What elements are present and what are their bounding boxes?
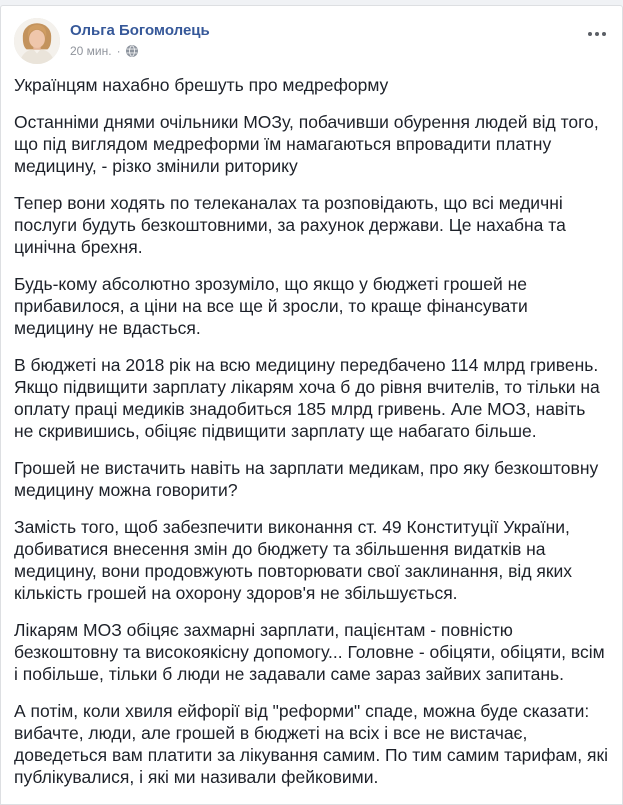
ellipsis-icon xyxy=(595,32,599,36)
post-paragraph: А потім, коли хвиля ейфорії від "реформи" спаде, можна буде сказати: вибачте, люди, але грошей в бюджеті на всіх і все не вистачає, доведеться вам платити за лікування самим. По тим самим тарифам, які публікувалися, і які ми називали фейковими. xyxy=(14,701,609,787)
ellipsis-icon xyxy=(602,32,606,36)
globe-icon xyxy=(126,45,138,57)
post-paragraph: Тепер вони ходять по телеканалах та розповідають, що всі медичні послуги будуть безкоштовними, за рахунок держави. Це нахабна та цинічна брехня. xyxy=(14,193,566,257)
post-paragraph: Замість того, щоб забезпечити виконання ст. 49 Конституції України, добиватися внесення змін до бюджету та збільшення видатків на медицину, вони продовжують повторювати свої заклинання, від яких кількість грошей на охорону здоров'я не збільшується. xyxy=(14,517,573,603)
timestamp-link[interactable]: 20 мин. xyxy=(70,44,112,58)
facebook-post-card xyxy=(0,5,623,805)
post-body xyxy=(1,72,622,804)
header-text xyxy=(70,18,210,58)
post-header xyxy=(1,6,622,72)
meta-separator: · xyxy=(116,44,121,58)
post-paragraph: Українцям нахабно брешуть про медреформу xyxy=(14,75,389,95)
avatar-image xyxy=(14,18,60,64)
post-paragraph: В бюджеті на 2018 рік на всю медицину передбачено 114 млрд гривень. Якщо підвищити зарплату лікарям хоча б до рівня вчителів, то тільки на оплату праці медиків знадобиться 185 млрд гривень. Але МОЗ, навіть не скривишись, обіцяє підвищити зарплату ще набагато більше. xyxy=(14,355,600,441)
post-options-button[interactable] xyxy=(586,28,608,40)
author-link[interactable]: Ольга Богомолець xyxy=(70,22,210,39)
post-paragraph: Лікарям МОЗ обіцяє захмарні зарплати, пацієнтам - повністю безкоштовну та високоякісну допомогу... Головне - обіцяти, обіцяти, всім і побільше, тільки б люди не задавали саме зараз зайвих запитань. xyxy=(14,620,605,684)
post-paragraph: Останніми днями очільники МОЗу, побачивши обурення людей від того, що під виглядом медреформи їм намагаються впровадити платну медицину, - різко змінили риторику xyxy=(14,112,599,176)
post-meta xyxy=(70,44,210,58)
ellipsis-icon xyxy=(588,32,592,36)
post-paragraph: Грошей не вистачить навіть на зарплати медикам, про яку безкоштовну медицину можна говорити? xyxy=(14,458,599,500)
post-paragraph: Будь-кому абсолютно зрозуміло, що якщо у бюджеті грошей не прибавилося, а ціни на все ще й зросли, то краще фінансувати медицину не вдасться. xyxy=(14,274,528,338)
avatar[interactable] xyxy=(14,18,60,64)
